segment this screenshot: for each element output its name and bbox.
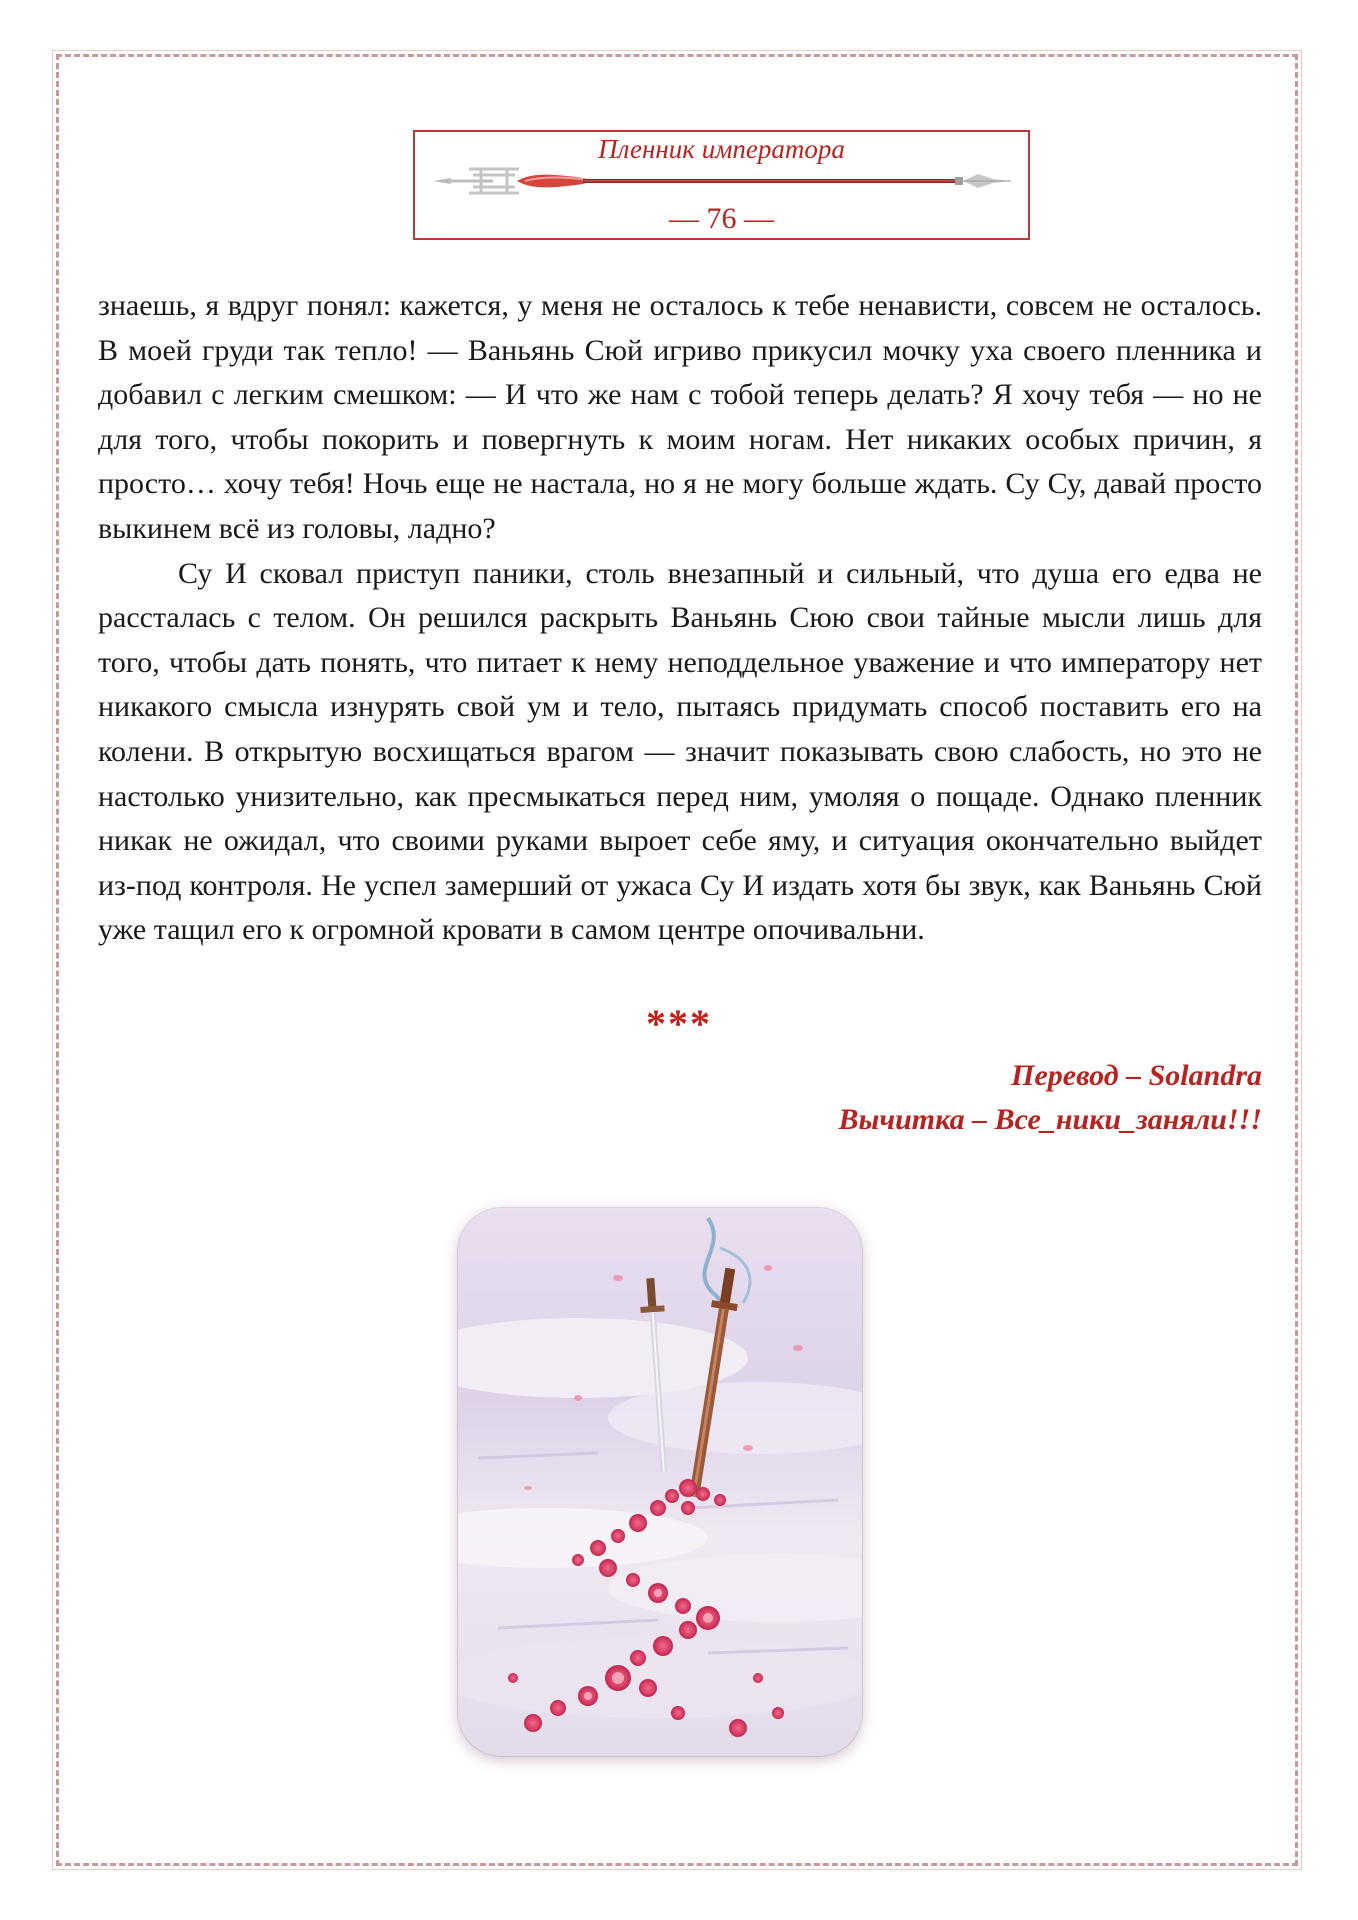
section-separator: ***: [646, 1001, 712, 1046]
book-title: Пленник императора: [598, 134, 845, 164]
crossed-swords-petals-icon: [458, 1208, 862, 1756]
running-header: [413, 130, 1030, 240]
page-number: — 76 —: [669, 202, 774, 235]
body-text: [98, 284, 1262, 953]
illustration: [458, 1208, 862, 1756]
paragraph: знаешь, я вдруг понял: кажется, у меня не осталось к тебе ненависти, совсем не осталось. В моей груди так тепло! — Ваньянь Сюй игриво прикусил мочку уха своего пленника и добавил с легким смешком: — И что же нам с тобой теперь делать? Я хочу тебя — но не для того, чтобы покорить и повергнуть к моим ногам. Нет никаких особых причин, я просто… хочу тебя! Ночь еще не настала, но я не могу больше ждать. Су Су, давай просто выкинем всё из головы, ладно?: [98, 289, 1262, 545]
proofreader-credit: Вычитка – Все_ники_заняли!!!: [838, 1103, 1262, 1136]
paragraph: Су И сковал приступ паники, столь внезапный и сильный, что душа его едва не рассталась с телом. Он решился раскрыть Ваньянь Сюю свои тайные мысли лишь для того, чтобы дать понять, что питает к нему неподдельное уважение и что императору нет никакого смысла изнурять свой ум и тело, пытаясь придумать способ поставить его на колени. В открытую восхищаться врагом — значит показывать свою слабость, но это не настолько унизительно, как пресмыкаться перед ним, умоляя о пощаде. Однако пленник никак не ожидал, что своими руками выроет себе яму, и ситуация окончательно выйдет из-под контроля. Не успел замерший от ужаса Су И издать хотя бы звук, как Ваньянь Сюй уже тащил его к огромной кровати в самом центре опочивальни.: [98, 556, 1262, 947]
credits: [839, 1054, 1262, 1142]
translator-credit: Перевод – Solandra: [1011, 1059, 1262, 1092]
spear-ornament-icon: [433, 162, 1013, 200]
